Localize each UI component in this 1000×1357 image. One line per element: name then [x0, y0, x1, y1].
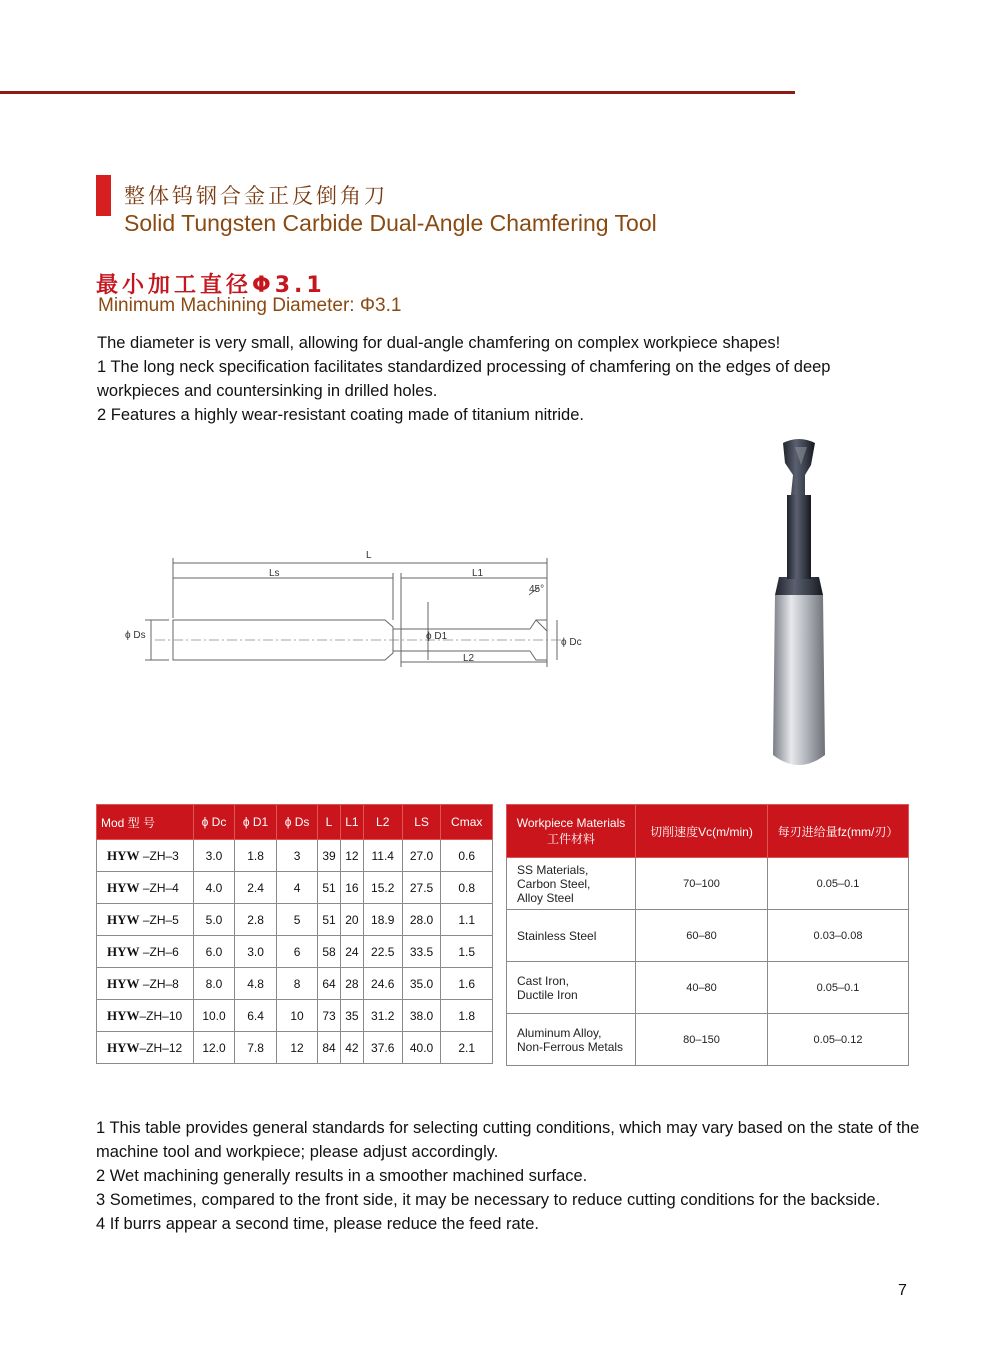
spec-value-cell: 84 [318, 1032, 341, 1064]
spec-model-cell [97, 904, 194, 936]
cond-row [507, 910, 909, 962]
spec-value-cell: 24 [340, 936, 363, 968]
spec-value-cell: 15.2 [363, 872, 402, 904]
cond-material-cell [507, 910, 636, 962]
cond-material-line: Stainless Steel [517, 928, 597, 943]
spec-value-cell: 6 [277, 936, 318, 968]
spec-header-dc: ϕ Dc [194, 805, 235, 840]
cond-material-cell [507, 858, 636, 910]
cond-material-cell [507, 1014, 636, 1066]
spec-value-cell: 12.0 [194, 1032, 235, 1064]
spec-model-cell [97, 1000, 194, 1032]
spec-row [97, 904, 493, 936]
spec-value-cell: 18.9 [363, 904, 402, 936]
spec-header-ds: ϕ Ds [277, 805, 318, 840]
spec-value-cell: 16 [340, 872, 363, 904]
cond-row [507, 962, 909, 1014]
spec-value-cell: 2.1 [441, 1032, 493, 1064]
spec-model-suffix: –ZH–8 [139, 976, 179, 991]
spec-model-prefix: HYW [107, 943, 140, 959]
spec-value-cell: 28.0 [402, 904, 441, 936]
cond-feed-cell: 0.05–0.12 [768, 1014, 909, 1066]
spec-value-cell: 28 [340, 968, 363, 1000]
spec-model-suffix: –ZH–3 [139, 848, 179, 863]
cond-feed-cell: 0.05–0.1 [768, 962, 909, 1014]
spec-header-model: Mod 型 号 [97, 805, 194, 840]
spec-header-d1: ϕ D1 [235, 805, 277, 840]
spec-row [97, 936, 493, 968]
spec-value-cell: 40.0 [402, 1032, 441, 1064]
label-Dc: ϕ Dc [561, 637, 582, 648]
spec-value-cell: 64 [318, 968, 341, 1000]
spec-value-cell: 1.1 [441, 904, 493, 936]
label-angle: 45° [529, 584, 545, 595]
cond-material-line: Non-Ferrous Metals [517, 1039, 624, 1054]
title-chinese: 整体钨钢合金正反倒角刀 [124, 184, 388, 208]
spec-value-cell: 6.0 [194, 936, 235, 968]
subtitle-english: Minimum Machining Diameter: Φ3.1 [98, 295, 402, 316]
spec-value-cell: 3 [277, 840, 318, 872]
cond-row [507, 858, 909, 910]
spec-value-cell: 7.8 [235, 1032, 277, 1064]
description [97, 331, 897, 427]
spec-value-cell: 2.4 [235, 872, 277, 904]
page-number: 7 [898, 1282, 907, 1299]
label-L2: L2 [463, 653, 475, 664]
subtitle-chinese: 最小加工直径Φ3.1 [96, 273, 326, 298]
cond-header-material-en: Workpiece Materials [516, 816, 626, 830]
spec-value-cell: 3.0 [194, 840, 235, 872]
spec-value-cell: 24.6 [363, 968, 402, 1000]
cond-material-line: Aluminum Alloy, [517, 1025, 602, 1040]
cond-header-feed: 每刃进给量fz(mm/刃） [768, 805, 909, 858]
spec-value-cell: 35.0 [402, 968, 441, 1000]
spec-row [97, 968, 493, 1000]
spec-value-cell: 5 [277, 904, 318, 936]
spec-value-cell: 4.8 [235, 968, 277, 1000]
spec-value-cell: 11.4 [363, 840, 402, 872]
note-line: 3 Sometimes, compared to the front side, it may be necessary to reduce cutting conditions for the backside. [96, 1191, 881, 1209]
label-Ds: ϕ Ds [125, 630, 146, 641]
spec-value-cell: 12 [340, 840, 363, 872]
spec-value-cell: 0.8 [441, 872, 493, 904]
cond-header-speed: 切削速度Vc(m/min) [636, 805, 768, 858]
spec-value-cell: 6.4 [235, 1000, 277, 1032]
note-line: 2 Wet machining generally results in a smoother machined surface. [96, 1167, 588, 1185]
cond-feed-cell: 0.03–0.08 [768, 910, 909, 962]
spec-model-suffix: –ZH–6 [139, 944, 179, 959]
spec-value-cell: 0.6 [441, 840, 493, 872]
spec-value-cell: 51 [318, 872, 341, 904]
spec-value-cell: 1.6 [441, 968, 493, 1000]
description-line: The diameter is very small, allowing for dual-angle chamfering on complex workpiece shapes! [97, 334, 781, 352]
label-Ls: Ls [269, 568, 280, 579]
spec-model-cell [97, 1032, 194, 1064]
cond-feed-cell: 0.05–0.1 [768, 858, 909, 910]
spec-value-cell: 39 [318, 840, 341, 872]
spec-value-cell: 2.8 [235, 904, 277, 936]
spec-header-ls: LS [402, 805, 441, 840]
spec-value-cell: 4.0 [194, 872, 235, 904]
spec-value-cell: 51 [318, 904, 341, 936]
spec-header-l2: L2 [363, 805, 402, 840]
spec-row [97, 840, 493, 872]
label-L: L [366, 550, 372, 561]
cond-material-line: SS Materials, [517, 862, 589, 877]
cond-speed-cell: 80–150 [636, 1014, 768, 1066]
cond-row [507, 1014, 909, 1066]
spec-value-cell: 58 [318, 936, 341, 968]
cond-speed-cell: 60–80 [636, 910, 768, 962]
cond-header-row [507, 805, 909, 858]
spec-value-cell: 38.0 [402, 1000, 441, 1032]
spec-value-cell: 37.6 [363, 1032, 402, 1064]
label-L1: L1 [472, 568, 484, 579]
description-line: 1 The long neck specification facilitates standardized processing of chamfering on the edges of deep workpieces and countersinking in drilled holes. [97, 358, 831, 400]
tool-dimension-diagram [125, 540, 595, 675]
notes [96, 1116, 956, 1236]
cond-header-material [507, 805, 636, 858]
spec-model-prefix: HYW [107, 911, 140, 927]
spec-row [97, 1000, 493, 1032]
spec-model-cell [97, 872, 194, 904]
spec-value-cell: 22.5 [363, 936, 402, 968]
spec-model-prefix: HYW [107, 1039, 140, 1055]
cutting-conditions-table [506, 804, 909, 1066]
spec-value-cell: 8.0 [194, 968, 235, 1000]
spec-model-suffix: –ZH–10 [139, 1008, 183, 1023]
spec-value-cell: 5.0 [194, 904, 235, 936]
cond-material-cell [507, 962, 636, 1014]
spec-value-cell: 33.5 [402, 936, 441, 968]
header-rule [0, 91, 795, 94]
cond-speed-cell: 70–100 [636, 858, 768, 910]
spec-model-suffix: –ZH–4 [139, 880, 179, 895]
cond-material-line: Ductile Iron [517, 987, 578, 1002]
cond-header-material-cn: 工件材料 [546, 832, 595, 846]
spec-header-l: L [318, 805, 341, 840]
spec-value-cell: 27.5 [402, 872, 441, 904]
spec-value-cell: 27.0 [402, 840, 441, 872]
spec-value-cell: 1.5 [441, 936, 493, 968]
title-english: Solid Tungsten Carbide Dual-Angle Chamfering Tool [124, 210, 657, 236]
spec-row [97, 1032, 493, 1064]
cond-material-line: Carbon Steel, [517, 876, 591, 891]
spec-model-prefix: HYW [107, 847, 140, 863]
cond-material-line: Cast Iron, [517, 973, 570, 988]
spec-value-cell: 20 [340, 904, 363, 936]
spec-model-prefix: HYW [107, 879, 140, 895]
spec-model-prefix: HYW [107, 975, 140, 991]
spec-value-cell: 10 [277, 1000, 318, 1032]
description-line: 2 Features a highly wear-resistant coating made of titanium nitride. [97, 406, 584, 424]
spec-header-l1: L1 [340, 805, 363, 840]
spec-value-cell: 42 [340, 1032, 363, 1064]
spec-value-cell: 73 [318, 1000, 341, 1032]
spec-model-suffix: –ZH–5 [139, 912, 179, 927]
spec-row [97, 872, 493, 904]
spec-value-cell: 3.0 [235, 936, 277, 968]
specification-table [96, 804, 493, 1064]
note-line: 1 This table provides general standards for selecting cutting conditions, which may vary based on the state of the machine tool and workpiece; please adjust accordingly. [96, 1119, 920, 1161]
spec-model-cell [97, 840, 194, 872]
spec-model-cell [97, 936, 194, 968]
spec-value-cell: 35 [340, 1000, 363, 1032]
note-line: 4 If burrs appear a second time, please reduce the feed rate. [96, 1215, 540, 1233]
spec-value-cell: 8 [277, 968, 318, 1000]
title-accent-bar [96, 175, 111, 216]
spec-value-cell: 31.2 [363, 1000, 402, 1032]
spec-model-cell [97, 968, 194, 1000]
cond-material-line: Alloy Steel [517, 890, 574, 905]
spec-value-cell: 1.8 [441, 1000, 493, 1032]
spec-model-prefix: HYW [107, 1007, 140, 1023]
spec-header-row [97, 805, 493, 840]
spec-value-cell: 4 [277, 872, 318, 904]
cond-speed-cell: 40–80 [636, 962, 768, 1014]
spec-value-cell: 10.0 [194, 1000, 235, 1032]
tool-product-image [765, 435, 835, 775]
label-D1: ϕ D1 [426, 631, 448, 642]
spec-value-cell: 12 [277, 1032, 318, 1064]
spec-header-cmax: Cmax [441, 805, 493, 840]
spec-value-cell: 1.8 [235, 840, 277, 872]
spec-model-suffix: –ZH–12 [139, 1040, 183, 1055]
